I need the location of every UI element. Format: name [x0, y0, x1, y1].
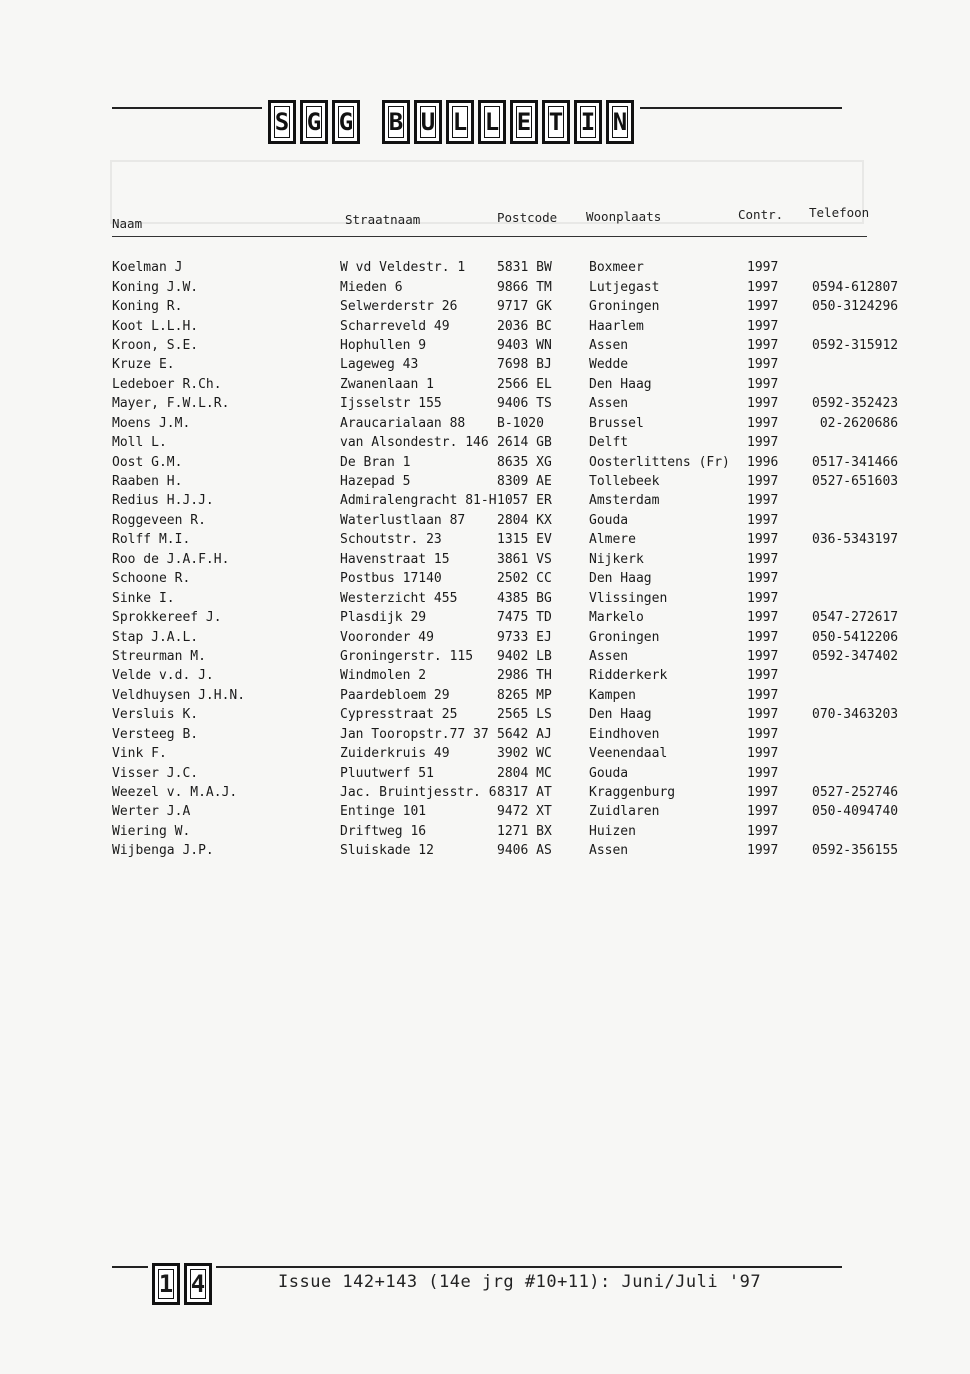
- member-row: [112, 627, 898, 646]
- member-city: Gouda: [589, 512, 629, 528]
- member-row: [112, 394, 898, 413]
- member-postcode: 3861 VS: [497, 551, 552, 567]
- member-contribution: 1997: [747, 512, 779, 528]
- member-contribution: 1997: [747, 532, 779, 548]
- member-phone: 050-3124296: [812, 299, 899, 315]
- member-row: [112, 472, 898, 491]
- column-header-naam: Naam: [112, 216, 143, 231]
- member-street: Schoutstr. 23: [340, 532, 442, 548]
- member-city: Lutjegast: [589, 279, 660, 295]
- member-phone: 0592-352423: [812, 396, 899, 412]
- member-phone: [812, 588, 898, 607]
- member-row: [112, 258, 898, 277]
- member-street: Groningerstr. 115: [340, 648, 474, 664]
- member-row: [112, 530, 898, 549]
- member-street: Vooronder 49: [340, 629, 434, 645]
- member-street: Araucarialaan 88: [340, 415, 466, 431]
- member-row: [112, 336, 898, 355]
- member-name: Streurman M.: [112, 648, 206, 664]
- member-row: [112, 452, 898, 471]
- member-street: Zwanenlaan 1: [340, 376, 434, 392]
- member-city: Den Haag: [589, 376, 652, 392]
- member-phone: [812, 511, 898, 530]
- member-postcode: 8265 MP: [497, 687, 552, 703]
- member-street: Zuiderkruis 49: [340, 746, 450, 762]
- member-row: [112, 297, 898, 316]
- member-city: Markelo: [589, 610, 644, 626]
- member-phone: 0592-347402: [812, 648, 899, 664]
- member-row: [112, 277, 898, 296]
- member-row: [112, 511, 898, 530]
- logo-letter: N: [606, 100, 634, 144]
- member-city: Zuidlaren: [589, 804, 660, 820]
- member-phone: [812, 686, 898, 705]
- member-postcode: 2804 MC: [497, 765, 552, 781]
- member-city: Oosterlittens (Fr): [589, 454, 730, 470]
- member-contribution: 1997: [747, 823, 779, 839]
- member-row: [112, 841, 898, 860]
- member-postcode: 5642 AJ: [497, 726, 552, 742]
- member-row: [112, 550, 898, 569]
- member-row: [112, 414, 898, 433]
- member-street: Westerzicht 455: [340, 590, 458, 606]
- member-postcode: 8635 XG: [497, 454, 552, 470]
- member-phone: 050-5412206: [812, 629, 899, 645]
- member-street: Hophullen 9: [340, 337, 427, 353]
- member-phone: [812, 550, 898, 569]
- member-street: W vd Veldestr. 1: [340, 260, 466, 276]
- member-name: Rolff M.I.: [112, 532, 191, 548]
- column-header-contr: Contr.: [738, 207, 784, 222]
- member-street: van Alsondestr. 146: [340, 435, 489, 451]
- logo-letter: G: [332, 100, 360, 144]
- member-name: Moens J.M.: [112, 415, 191, 431]
- member-name: Versteeg B.: [112, 726, 199, 742]
- member-phone: [812, 744, 898, 763]
- member-list-body: [112, 258, 898, 861]
- member-postcode: 9717 GK: [497, 299, 552, 315]
- member-name: Weezel v. M.A.J.: [112, 785, 238, 801]
- member-phone: [812, 725, 898, 744]
- member-row: [112, 647, 898, 666]
- member-contribution: 1997: [747, 493, 779, 509]
- member-contribution: 1997: [747, 746, 779, 762]
- member-city: Veenendaal: [589, 746, 668, 762]
- member-row: [112, 744, 898, 763]
- member-street: Ijsselstr 155: [340, 396, 442, 412]
- member-postcode: 2502 CC: [497, 571, 552, 587]
- member-street: Plasdijk 29: [340, 610, 427, 626]
- member-row: [112, 783, 898, 802]
- member-name: Sprokkereef J.: [112, 610, 222, 626]
- member-city: Huizen: [589, 823, 636, 839]
- member-phone: [812, 763, 898, 782]
- logo-letter: T: [542, 100, 570, 144]
- member-postcode: 9403 WN: [497, 337, 552, 353]
- member-city: Gouda: [589, 765, 629, 781]
- member-phone: 0527-252746: [812, 785, 899, 801]
- logo-letter: S: [268, 100, 296, 144]
- member-postcode: 2036 BC: [497, 318, 552, 334]
- member-city: Delft: [589, 435, 629, 451]
- member-city: Kampen: [589, 687, 636, 703]
- member-contribution: 1997: [747, 299, 779, 315]
- member-city: Wedde: [589, 357, 629, 373]
- member-street: Mieden 6: [340, 279, 403, 295]
- column-header-rule: [112, 236, 867, 237]
- member-contribution: 1997: [747, 668, 779, 684]
- issue-line: Issue 142+143 (14e jrg #10+11): Juni/Juli '97: [278, 1272, 762, 1292]
- column-header-woonplaats: Woonplaats: [586, 209, 662, 224]
- footer-rule-line: [112, 1266, 842, 1268]
- member-name: Werter J.A: [112, 804, 191, 820]
- member-name: Velde v.d. J.: [112, 668, 214, 684]
- member-city: Ridderkerk: [589, 668, 668, 684]
- member-street: Waterlustlaan 87: [340, 512, 466, 528]
- member-postcode: 9866 TM: [497, 279, 552, 295]
- member-postcode: 4385 BG: [497, 590, 552, 606]
- member-street: Sluiskade 12: [340, 843, 434, 859]
- member-contribution: 1997: [747, 785, 779, 801]
- member-row: [112, 802, 898, 821]
- member-name: Versluis K.: [112, 707, 199, 723]
- member-contribution: 1997: [747, 571, 779, 587]
- member-phone: 0592-356155: [812, 843, 899, 859]
- member-street: Jan Tooropstr.77 37: [340, 726, 489, 742]
- member-contribution: 1997: [747, 687, 779, 703]
- member-phone: [812, 258, 898, 277]
- member-row: [112, 686, 898, 705]
- member-name: Roggeveen R.: [112, 512, 206, 528]
- member-name: Wijbenga J.P.: [112, 843, 214, 859]
- page-digit: 4: [184, 1263, 212, 1305]
- member-postcode: 7475 TD: [497, 610, 552, 626]
- member-contribution: 1997: [747, 260, 779, 276]
- member-contribution: 1997: [747, 804, 779, 820]
- member-phone: 0592-315912: [812, 337, 899, 353]
- member-row: [112, 822, 898, 841]
- member-name: Vink F.: [112, 746, 167, 762]
- member-postcode: 5831 BW: [497, 260, 552, 276]
- member-street: Postbus 17140: [340, 571, 442, 587]
- member-city: Tollebeek: [589, 474, 660, 490]
- member-name: Sinke I.: [112, 590, 175, 606]
- member-postcode: B-1020: [497, 415, 544, 431]
- member-street: Driftweg 16: [340, 823, 427, 839]
- member-city: Brussel: [589, 415, 644, 431]
- member-postcode: 2565 LS: [497, 707, 552, 723]
- member-contribution: 1997: [747, 337, 779, 353]
- member-contribution: 1997: [747, 629, 779, 645]
- member-contribution: 1997: [747, 474, 779, 490]
- member-postcode: 7698 BJ: [497, 357, 552, 373]
- member-row: [112, 375, 898, 394]
- member-street: Hazepad 5: [340, 474, 411, 490]
- page-digit: 1: [152, 1263, 180, 1305]
- member-street: Havenstraat 15: [340, 551, 450, 567]
- member-city: Kraggenburg: [589, 785, 676, 801]
- member-city: Den Haag: [589, 707, 652, 723]
- member-street: Admiralengracht 81-H: [340, 493, 497, 509]
- member-city: Den Haag: [589, 571, 652, 587]
- member-contribution: 1997: [747, 590, 779, 606]
- member-city: Eindhoven: [589, 726, 660, 742]
- member-phone: 02-2620686: [819, 415, 899, 431]
- member-row: [112, 491, 898, 510]
- member-contribution: 1997: [747, 357, 779, 373]
- member-postcode: 8309 AE: [497, 474, 552, 490]
- member-name: Koning R.: [112, 299, 183, 315]
- member-postcode: 9406 AS: [497, 843, 552, 859]
- member-phone: [812, 822, 898, 841]
- member-phone: [812, 666, 898, 685]
- member-street: De Bran 1: [340, 454, 411, 470]
- member-postcode: 1315 EV: [497, 532, 552, 548]
- member-street: Lageweg 43: [340, 357, 419, 373]
- member-street: Entinge 101: [340, 804, 427, 820]
- member-name: Mayer, F.W.L.R.: [112, 396, 230, 412]
- member-row: [112, 608, 898, 627]
- member-phone: [812, 491, 898, 510]
- member-name: Schoone R.: [112, 571, 191, 587]
- column-header-telefoon: Telefoon: [809, 205, 870, 220]
- member-row: [112, 705, 898, 724]
- member-postcode: 2566 EL: [497, 376, 552, 392]
- member-city: Amsterdam: [589, 493, 660, 509]
- member-postcode: 9472 XT: [497, 804, 552, 820]
- member-row: [112, 763, 898, 782]
- member-city: Groningen: [589, 299, 660, 315]
- member-name: Kroon, S.E.: [112, 337, 199, 353]
- member-phone: 0517-341466: [812, 454, 899, 470]
- member-phone: [812, 316, 898, 335]
- member-phone: [812, 355, 898, 374]
- member-contribution: 1997: [747, 551, 779, 567]
- member-row: [112, 569, 898, 588]
- member-list-table: [112, 258, 898, 861]
- column-header-straatnaam: Straatnaam: [345, 212, 421, 227]
- member-street: Jac. Bruintjesstr. 6: [340, 785, 497, 801]
- member-phone: [812, 375, 898, 394]
- member-row: [112, 355, 898, 374]
- member-name: Veldhuysen J.H.N.: [112, 687, 246, 703]
- logo-letter: B: [382, 100, 410, 144]
- member-postcode: 3902 WC: [497, 746, 552, 762]
- member-name: Ledeboer R.Ch.: [112, 376, 222, 392]
- member-city: Groningen: [589, 629, 660, 645]
- member-contribution: 1997: [747, 843, 779, 859]
- member-city: Assen: [589, 648, 629, 664]
- member-postcode: 8317 AT: [497, 785, 552, 801]
- member-contribution: 1997: [747, 318, 779, 334]
- member-city: Assen: [589, 396, 629, 412]
- member-name: Roo de J.A.F.H.: [112, 551, 230, 567]
- member-phone: 036-5343197: [812, 532, 899, 548]
- member-street: Scharreveld 49: [340, 318, 450, 334]
- member-contribution: 1997: [747, 610, 779, 626]
- member-street: Pluutwerf 51: [340, 765, 434, 781]
- member-contribution: 1997: [747, 726, 779, 742]
- member-row: [112, 666, 898, 685]
- member-name: Kruze E.: [112, 357, 175, 373]
- member-postcode: 2986 TH: [497, 668, 552, 684]
- sgg-bulletin-logo: [262, 100, 640, 144]
- member-contribution: 1997: [747, 396, 779, 412]
- member-city: Assen: [589, 843, 629, 859]
- member-phone: 0527-651603: [812, 474, 899, 490]
- member-street: Cypresstraat 25: [340, 707, 458, 723]
- member-name: Koot L.L.H.: [112, 318, 199, 334]
- member-name: Koelman J: [112, 260, 183, 276]
- member-phone: 0594-612807: [812, 279, 899, 295]
- member-name: Raaben H.: [112, 474, 183, 490]
- member-city: Vlissingen: [589, 590, 668, 606]
- member-city: Haarlem: [589, 318, 644, 334]
- member-name: Oost G.M.: [112, 454, 183, 470]
- member-phone: [812, 569, 898, 588]
- member-street: Windmolen 2: [340, 668, 427, 684]
- logo-letter: E: [510, 100, 538, 144]
- member-postcode: 2804 KX: [497, 512, 552, 528]
- member-name: Stap J.A.L.: [112, 629, 199, 645]
- member-contribution: 1997: [747, 707, 779, 723]
- member-city: Assen: [589, 337, 629, 353]
- page-number: [148, 1263, 216, 1305]
- logo-letter: I: [574, 100, 602, 144]
- member-phone: 070-3463203: [812, 707, 899, 723]
- member-name: Visser J.C.: [112, 765, 199, 781]
- member-name: Wiering W.: [112, 823, 191, 839]
- member-row: [112, 433, 898, 452]
- column-header-postcode: Postcode: [497, 210, 558, 225]
- member-row: [112, 316, 898, 335]
- member-name: Koning J.W.: [112, 279, 199, 295]
- member-phone: 0547-272617: [812, 610, 899, 626]
- member-postcode: 9402 LB: [497, 648, 552, 664]
- member-phone: [812, 433, 898, 452]
- member-row: [112, 588, 898, 607]
- member-street: Paardebloem 29: [340, 687, 450, 703]
- member-contribution: 1997: [747, 765, 779, 781]
- member-contribution: 1996: [747, 454, 779, 470]
- member-postcode: 2614 GB: [497, 435, 552, 451]
- member-contribution: 1997: [747, 435, 779, 451]
- member-row: [112, 725, 898, 744]
- member-contribution: 1997: [747, 648, 779, 664]
- member-street: Selwerderstr 26: [340, 299, 458, 315]
- logo-letter: G: [300, 100, 328, 144]
- member-contribution: 1997: [747, 376, 779, 392]
- member-postcode: 9733 EJ: [497, 629, 552, 645]
- member-postcode: 9406 TS: [497, 396, 552, 412]
- member-name: Redius H.J.J.: [112, 493, 214, 509]
- member-name: Moll L.: [112, 435, 167, 451]
- member-city: Boxmeer: [589, 260, 644, 276]
- member-city: Nijkerk: [589, 551, 644, 567]
- logo-letter: L: [478, 100, 506, 144]
- member-phone: 050-4094740: [812, 804, 899, 820]
- member-postcode: 1057 ER: [497, 493, 552, 509]
- member-contribution: 1997: [747, 279, 779, 295]
- logo-letter: L: [446, 100, 474, 144]
- logo-letter: U: [414, 100, 442, 144]
- member-city: Almere: [589, 532, 636, 548]
- member-postcode: 1271 BX: [497, 823, 552, 839]
- member-contribution: 1997: [747, 415, 779, 431]
